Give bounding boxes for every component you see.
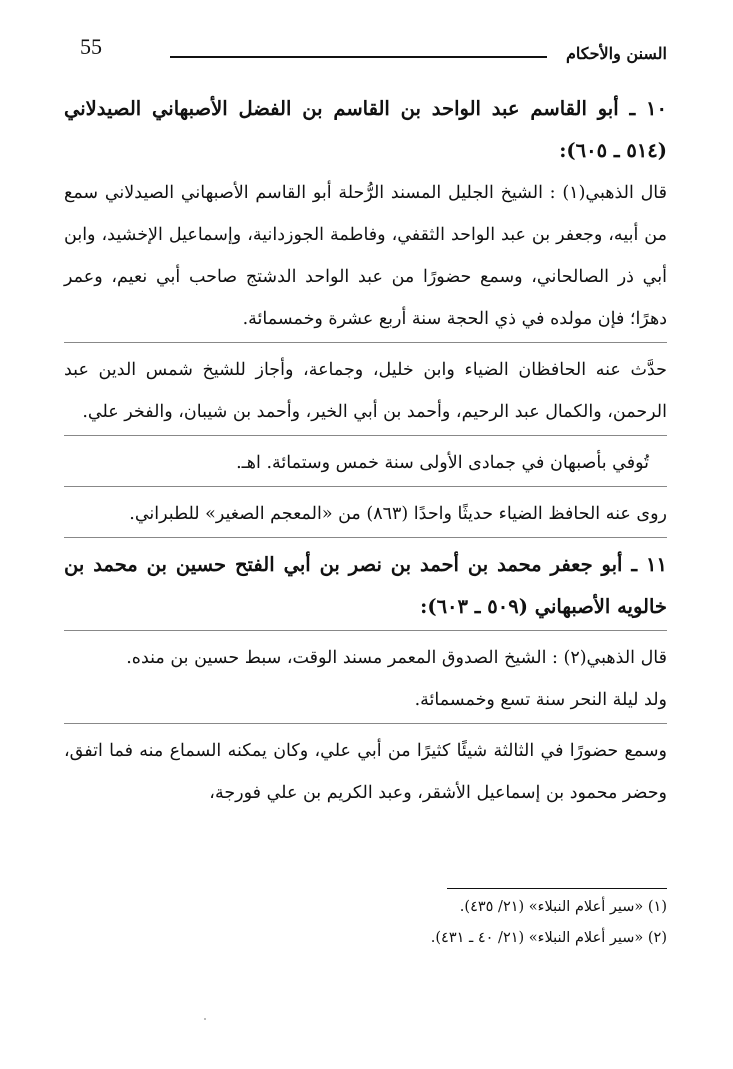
footnotes — [64, 892, 667, 954]
entry-title: ١٠ ـ أبو القاسم عبد الواحد بن القاسم بن الفضل الأصبهاني الصيدلاني (٥١٤ ـ ٦٠٥): — [64, 97, 667, 162]
paragraph-divider — [64, 486, 667, 487]
footnote-rule — [447, 888, 667, 889]
page-number: 55 — [80, 34, 102, 59]
entry-title: ١١ ـ أبو جعفر محمد بن أحمد بن نصر بن أبي الفتح حسين بن محمد بن خالويه الأصبهاني (٥٠٩ ـ ٦٠٣): — [64, 553, 667, 618]
paragraph: قال الذهبي(٢) : الشيخ الصدوق المعمر مسند الوقت، سبط حسين بن منده. — [126, 648, 667, 668]
paragraph-divider — [64, 723, 667, 724]
paragraph: وسمع حضورًا في الثالثة شيئًا كثيرًا من أبي علي، وكان يمكنه السماع منه فما اتفق، وحضر محمود بن إسماعيل الأشقر، وعبد الكريم بن علي فورجة، — [64, 741, 667, 803]
paragraph-divider — [64, 537, 667, 538]
paragraph: ولد ليلة النحر سنة تسع وخمسمائة. — [414, 690, 667, 710]
footnote: (١) «سير أعلام النبلاء» (٢١/ ٤٣٥). — [459, 899, 667, 915]
paragraph-divider — [64, 435, 667, 436]
page-body — [64, 88, 667, 814]
paragraph: روى عنه الحافظ الضياء حديثًا واحدًا (٨٦٣) من «المعجم الصغير» للطبراني. — [129, 504, 667, 524]
paragraph: حدَّث عنه الحافظان الضياء وابن خليل، وجماعة، وأجاز للشيخ شمس الدين عبد الرحمن، والكمال عبد الرحيم، وأحمد بن أبي الخير، وأحمد بن شيبان، والفخر علي. — [64, 360, 667, 422]
paragraph-divider — [64, 342, 667, 343]
header-rule — [170, 56, 547, 58]
page-header — [60, 30, 667, 70]
paragraph: قال الذهبي(١) : الشيخ الجليل المسند الرُّحلة أبو القاسم الأصبهاني الصيدلاني سمع من أبيه، وجعفر بن عبد الواحد الثقفي، وفاطمة الجوزدانية، وإسماعيل الإخشيد، وابن أبي ذر الصالحاني، وسمع حضورًا من عبد الواحد الدشتج صاحب أبي نعيم، وعمر دهرًا؛ فإن مولده في ذي الحجة سنة أربع عشرة وخمسمائة. — [64, 183, 668, 329]
running-title: السنن والأحكام — [566, 44, 667, 63]
paragraph: تُوفي بأصبهان في جمادى الأولى سنة خمس وستمائة. اهـ. — [236, 453, 649, 473]
footnote: (٢) «سير أعلام النبلاء» (٢١/ ٤٠ ـ ٤٣١). — [430, 930, 667, 946]
paragraph-divider — [64, 630, 667, 631]
page-speck — [204, 1018, 206, 1020]
